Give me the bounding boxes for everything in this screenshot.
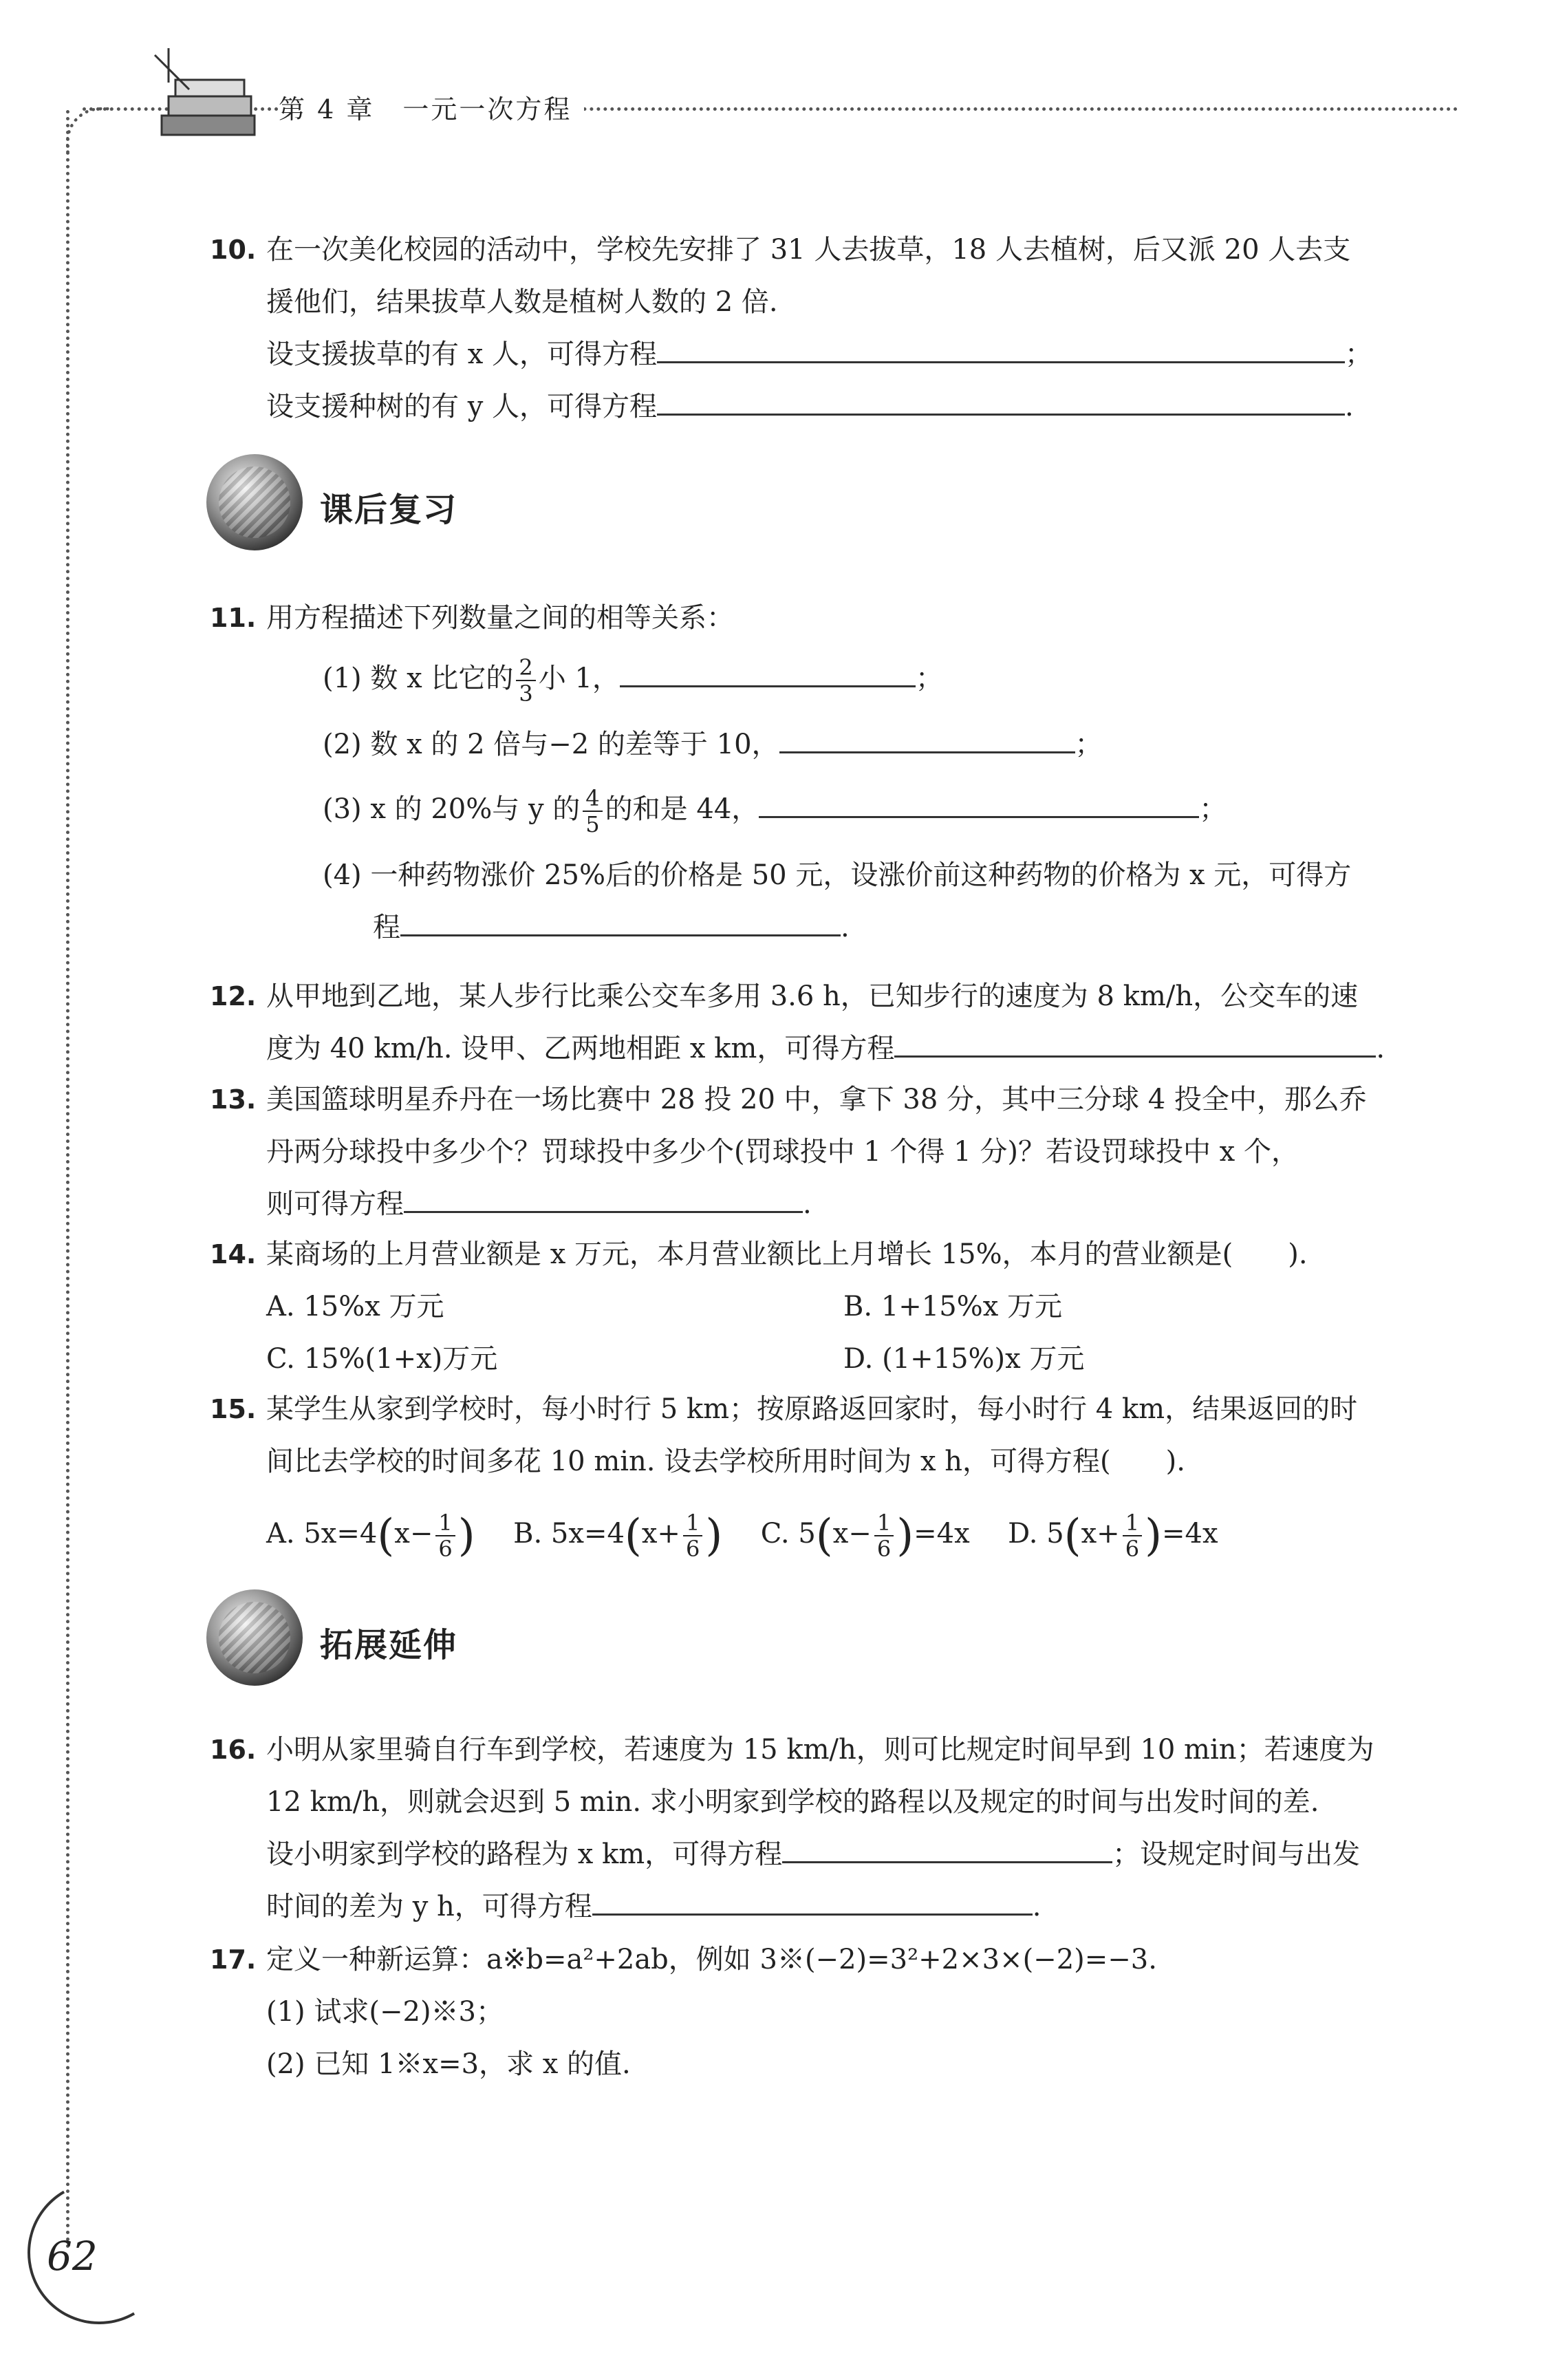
q11-part2: (2) 数 x 的 2 倍与−2 的差等于 10， ； bbox=[266, 718, 1421, 771]
q13-line1: 美国篮球明星乔丹在一场比赛中 28 投 20 中，拿下 38 分，其中三分球 4 投全中，那么乔 bbox=[266, 1084, 1367, 1115]
q15-options bbox=[266, 1503, 1421, 1567]
left-dotted-rule bbox=[66, 110, 69, 2250]
q17-part1: (1) 试求(−2)※3； bbox=[266, 1996, 504, 2028]
option-b[interactable]: B. 1+15%x 万元 bbox=[843, 1291, 1062, 1322]
q13-line3: 则可得方程 . bbox=[266, 1178, 1421, 1230]
q11-part3: (3) x 的 20%与 y 的 $\frac{4}{5}$ 的和是 44， ； bbox=[323, 785, 1227, 837]
answer-blank[interactable] bbox=[404, 1181, 803, 1213]
question-number: 13. bbox=[210, 1084, 257, 1115]
question-17 bbox=[210, 1933, 1421, 2090]
border-corner bbox=[66, 107, 111, 152]
question-number: 12. bbox=[210, 981, 257, 1011]
option-a[interactable]: A. 15%x 万元 bbox=[266, 1291, 444, 1322]
question-16 bbox=[210, 1724, 1421, 1933]
fraction: $\frac{1}{6}$ bbox=[683, 1510, 702, 1561]
q15-line2: 间比去学校的时间多花 10 min. 设去学校所用时间为 x h，可得方程( ). bbox=[266, 1446, 1185, 1477]
q14-options bbox=[266, 1280, 1421, 1385]
fraction: $\frac{1}{6}$ bbox=[435, 1510, 455, 1561]
question-15 bbox=[210, 1383, 1421, 1567]
q10-line2: 援他们，结果拔草人数是植树人数的 2 倍. bbox=[266, 286, 778, 318]
section-title: 课后复习 bbox=[320, 491, 458, 529]
q15-line1: 某学生从家到学校时，每小时行 5 km；按原路返回家时，每小时行 4 km，结果返回的时 bbox=[266, 1393, 1358, 1425]
globe-icon bbox=[206, 454, 303, 550]
answer-blank[interactable] bbox=[894, 1025, 1376, 1058]
question-number: 16. bbox=[210, 1735, 257, 1765]
option-b[interactable]: B. 5x=4(x+ $\frac{1}{6}$ ) bbox=[513, 1510, 723, 1562]
answer-blank[interactable] bbox=[782, 1831, 1112, 1863]
q16-line3: 设小明家到学校的路程为 x km，可得方程 ；设规定时间与出发 bbox=[266, 1828, 1421, 1880]
answer-blank[interactable] bbox=[400, 904, 841, 936]
answer-blank[interactable] bbox=[657, 383, 1345, 416]
q10-line4: 设支援种树的有 y 人，可得方程 . bbox=[266, 380, 1421, 433]
question-12 bbox=[210, 970, 1421, 1075]
page-number: 62 bbox=[47, 2233, 98, 2280]
globe-icon bbox=[206, 1589, 303, 1686]
answer-blank[interactable] bbox=[657, 331, 1345, 363]
q10-line1: 在一次美化校园的活动中，学校先安排了 31 人去拔草，18 人去植树，后又派 20 人去支 bbox=[266, 234, 1351, 266]
question-number: 10. bbox=[210, 235, 257, 265]
question-number: 11. bbox=[210, 603, 257, 633]
q11-part4-cont: 程 . bbox=[266, 901, 1421, 954]
answer-blank[interactable] bbox=[779, 721, 1075, 753]
q12-line2: 度为 40 km/h. 设甲、乙两地相距 x km，可得方程 . bbox=[266, 1022, 1421, 1075]
q10-line3: 设支援拔草的有 x 人，可得方程 ； bbox=[266, 328, 1421, 380]
q16-line1: 小明从家里骑自行车到学校，若速度为 15 km/h，则可比规定时间早到 10 min；若速度为 bbox=[266, 1734, 1374, 1766]
fraction: $\frac{2}{3}$ bbox=[516, 655, 535, 706]
option-d[interactable]: D. 5(x+ $\frac{1}{6}$ )=4x bbox=[1008, 1510, 1218, 1562]
q16-line4: 时间的差为 y h，可得方程 . bbox=[266, 1880, 1421, 1933]
option-c[interactable]: C. 15%(1+x)万元 bbox=[266, 1343, 498, 1375]
q16-line2: 12 km/h，则就会迟到 5 min. 求小明家到学校的路程以及规定的时间与出发时间的差. bbox=[266, 1786, 1319, 1818]
q12-line1: 从甲地到乙地，某人步行比乘公交车多用 3.6 h，已知步行的速度为 8 km/h，公交车的速 bbox=[266, 980, 1359, 1012]
option-d[interactable]: D. (1+15%)x 万元 bbox=[843, 1343, 1085, 1375]
answer-blank[interactable] bbox=[620, 655, 916, 687]
question-number: 14. bbox=[210, 1239, 257, 1269]
q17-part2: (2) 已知 1※x=3，求 x 的值. bbox=[266, 2048, 631, 2080]
page-header bbox=[0, 0, 1565, 158]
question-14 bbox=[210, 1228, 1421, 1385]
page-number-arc bbox=[12, 2165, 187, 2341]
question-11 bbox=[210, 592, 1421, 954]
section-title: 拓展延伸 bbox=[320, 1626, 458, 1664]
q11-stem: 用方程描述下列数量之间的相等关系： bbox=[266, 602, 734, 634]
q14-stem: 某商场的上月营业额是 x 万元，本月营业额比上月增长 15%，本月的营业额是( ). bbox=[266, 1239, 1308, 1270]
fraction: $\frac{4}{5}$ bbox=[583, 786, 602, 837]
question-number: 17. bbox=[210, 1944, 257, 1975]
q11-part4: (4) 一种药物涨价 25%后的价格是 50 元，设涨价前这种药物的价格为 x 元，可得方 bbox=[323, 859, 1352, 891]
option-a[interactable]: A. 5x=4(x− $\frac{1}{6}$ ) bbox=[266, 1510, 475, 1562]
books-logo-icon bbox=[141, 41, 272, 151]
question-13 bbox=[210, 1073, 1421, 1230]
q11-part1: (1) 数 x 比它的 $\frac{2}{3}$ 小 1， ； bbox=[323, 654, 943, 707]
fraction: $\frac{1}{6}$ bbox=[1123, 1510, 1142, 1561]
question-number: 15. bbox=[210, 1394, 257, 1424]
answer-blank[interactable] bbox=[759, 786, 1199, 818]
fraction: $\frac{1}{6}$ bbox=[874, 1510, 894, 1561]
question-10 bbox=[210, 224, 1421, 433]
chapter-title: 第 4 章 一元一次方程 bbox=[279, 88, 584, 126]
q17-stem: 定义一种新运算：a※b=a²+2ab，例如 3※(−2)=3²+2×3×(−2)=−3. bbox=[266, 1944, 1157, 1975]
option-c[interactable]: C. 5(x− $\frac{1}{6}$ )=4x bbox=[760, 1510, 970, 1562]
q13-line2: 丹两分球投中多少个？罚球投中多少个(罚球投中 1 个得 1 分)？若设罚球投中 x 个， bbox=[266, 1136, 1299, 1168]
answer-blank[interactable] bbox=[592, 1883, 1033, 1916]
